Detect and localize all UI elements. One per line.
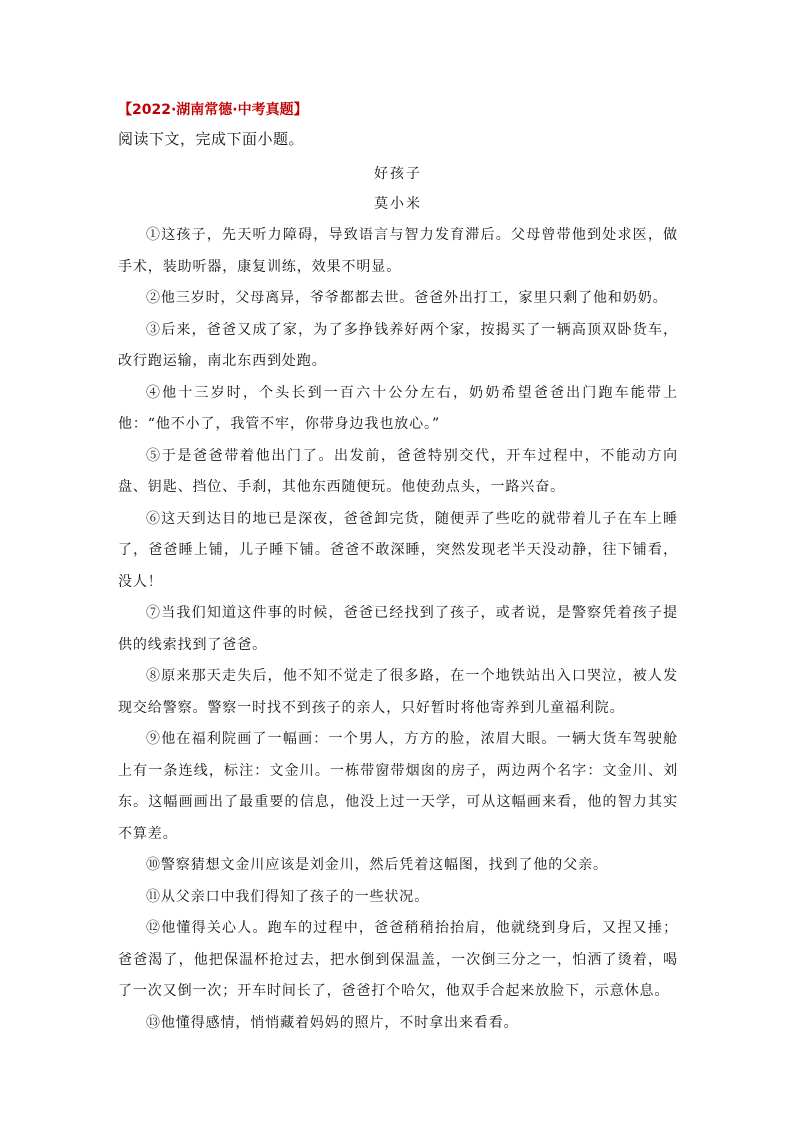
paragraph-1: ①这孩子，先天听力障碍，导致语言与智力发育滞后。父母曾带他到处求医，做手术，装助听器，康复训练，效果不明显。 [118, 227, 678, 275]
paragraph-11: ⑪从父亲口中我们得知了孩子的一些状况。 [146, 888, 430, 905]
paragraph-3: ③后来，爸爸又成了家，为了多挣钱养好两个家，按揭买了一辆高顶双卧货车，改行跑运输，南北东西到处跑。 [118, 321, 678, 369]
paragraph-4: ④他十三岁时，个头长到一百六十公分左右，奶奶希望爸爸出门跑车能带上他：“他不小了，我管不牢，你带身边我也放心。” [118, 384, 678, 432]
paragraph-5: ⑤于是爸爸带着他出门了。出发前，爸爸特别交代，开车过程中，不能动方向盘、钥匙、挡位、手刹，其他东西随便玩。他使劲点头，一路兴奋。 [118, 447, 678, 495]
paragraph-8: ⑧原来那天走失后，他不知不觉走了很多路，在一个地铁站出入口哭泣，被人发现交给警察。警察一时找不到孩子的亲人，只好暂时将他寄养到儿童福利院。 [118, 668, 678, 716]
exam-source-label: 【2022·湖南常德·中考真题】 [118, 102, 308, 118]
article-author: 莫小米 [374, 196, 422, 212]
paragraph-6: ⑥这天到达目的地已是深夜，爸爸卸完货，随便弄了些吃的就带着儿子在车上睡了，爸爸睡上铺，儿子睡下铺。爸爸不敢深睡，突然发现老半天没动静，往下铺看，没人！ [118, 510, 678, 590]
paragraph-2: ②他三岁时，父母离异，爷爷都都去世。爸爸外出打工，家里只剩了他和奶奶。 [146, 290, 668, 306]
paragraph-13: ⑬他懂得感情，悄悄藏着妈妈的照片，不时拿出来看看。 [146, 1014, 519, 1031]
paragraph-12: ⑫他懂得关心人。跑车的过程中，爸爸稍稍抬抬肩，他就绕到身后，又捏又捶；爸爸渴了，他把保温杯抢过去，把水倒到保温盖，一次倒三分之一，怕洒了烫着，喝了一次又倒一次；开车时间长了，爸爸打个哈欠，他双手合起来放脸下，示意休息。 [118, 920, 678, 999]
paragraph-7: ⑦当我们知道这件事的时候，爸爸已经找到了孩子，或者说，是警察凭着孩子提供的线索找到了爸爸。 [118, 605, 678, 653]
paragraph-10: ⑩警察猜想文金川应该是刘金川，然后凭着这幅图，找到了他的父亲。 [146, 857, 608, 873]
article-title: 好孩子 [374, 166, 422, 182]
reading-instruction: 阅读下文，完成下面小题。 [118, 130, 305, 148]
paragraph-9: ⑨他在福利院画了一幅画：一个男人，方方的脸，浓眉大眼。一辆大货车驾驶舱上有一条连线，标注：文金川。一栋带窗带烟囱的房子，两边两个名字：文金川、刘东。这幅画画出了最重要的信息，他没上过一天学，可从这幅画来看，他的智力其实不算差。 [118, 731, 678, 842]
document-body [118, 100, 678, 1039]
